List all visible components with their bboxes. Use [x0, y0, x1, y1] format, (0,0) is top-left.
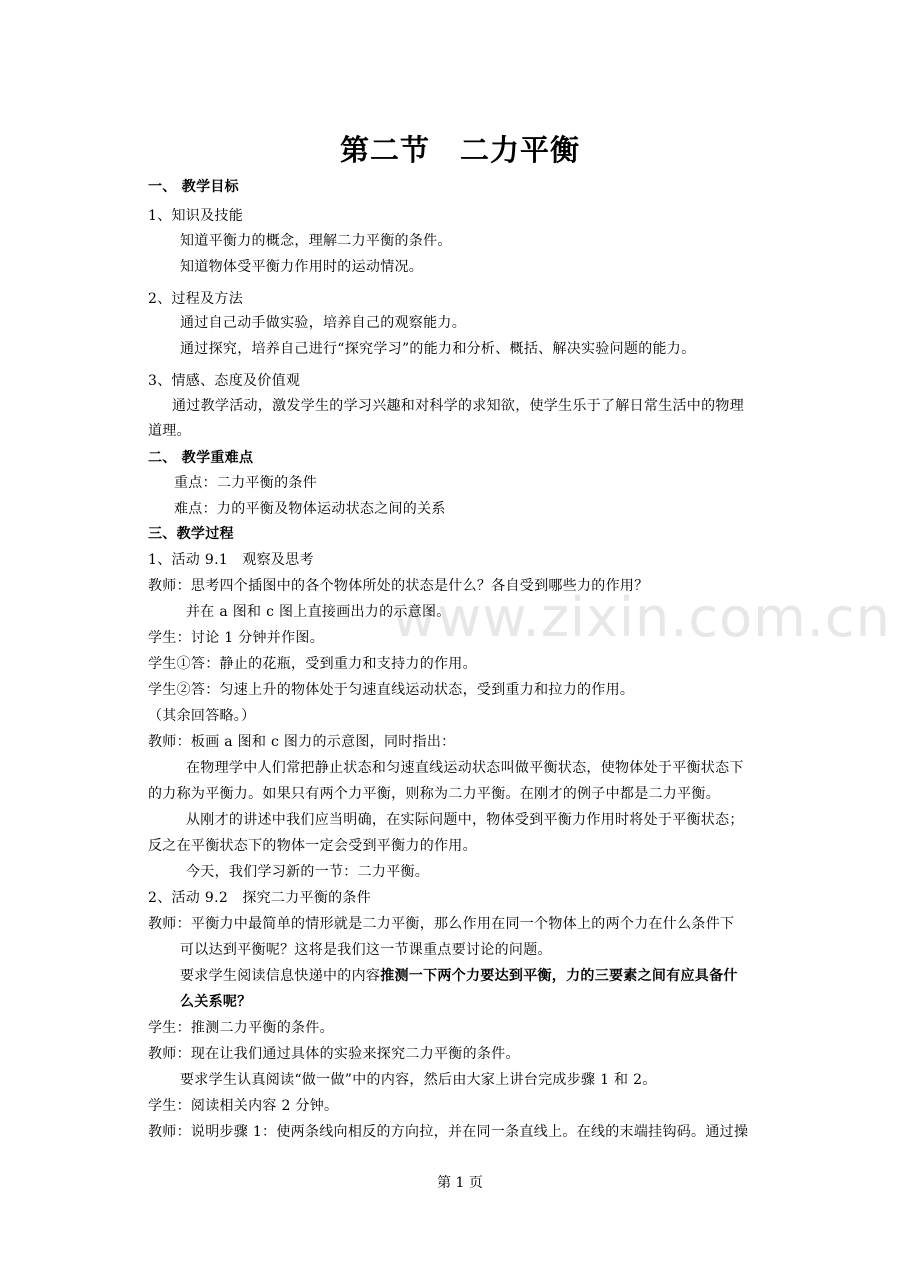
- text-line: 通过教学活动，激发学生的学习兴趣和对科学的求知欲，使学生乐于了解日常生活中的物理: [172, 398, 744, 414]
- text-line: 今天，我们学习新的一节：二力平衡。: [186, 864, 430, 880]
- text-line: 教师：平衡力中最简单的情形就是二力平衡，那么作用在同一个物体上的两个力在什么条件下: [148, 916, 735, 932]
- text-line: 教师：板画 a 图和 c 图力的示意图，同时指出：: [148, 734, 456, 750]
- text-line: 教师：思考四个插图中的各个物体所处的状态是什么？各自受到哪些力的作用？: [148, 578, 649, 594]
- text-line: 知道平衡力的概念，理解二力平衡的条件。: [180, 233, 452, 249]
- text-line: 教师：说明步骤 1：使两条线向相反的方向拉，并在同一条直线上。在线的末端挂钩码。通过操: [148, 1124, 749, 1140]
- page-title: 第二节 二力平衡: [339, 133, 580, 167]
- text-line: 反之在平衡状态下的物体一定会受到平衡力的作用。: [148, 838, 477, 854]
- text-line: 道理。: [148, 423, 191, 439]
- text-line: 学生：讨论 1 分钟并作图。: [148, 630, 325, 646]
- page-number: 第 1 页: [437, 1175, 483, 1191]
- text-line: [180, 967, 738, 985]
- text-line: 通过探究，培养自己进行“探究学习”的能力和分析、概括、解决实验问题的能力。: [180, 341, 696, 357]
- subsection-heading: 1、知识及技能: [148, 208, 244, 224]
- emphasis-text: 么关系呢？: [180, 994, 252, 1010]
- subsection-heading: 3、情感、态度及价值观: [148, 373, 301, 389]
- text-line: 教师：现在让我们通过具体的实验来探究二力平衡的条件。: [148, 1046, 520, 1062]
- section-heading: 一、 教学目标: [148, 179, 239, 195]
- watermark: www.zixin.com.cn: [392, 586, 891, 649]
- subsection-heading: 2、过程及方法: [148, 291, 244, 307]
- subsection-heading: 1、活动 9.1 观察及思考: [148, 552, 314, 568]
- section-heading: 二、 教学重难点: [148, 450, 254, 466]
- text-line: 的力称为平衡力。如果只有两个力平衡，则称为二力平衡。在刚才的例子中都是二力平衡。: [148, 786, 720, 802]
- text-line: 从刚才的讲述中我们应当明确，在实际问题中，物体受到平衡力作用时将处于平衡状态；: [186, 812, 744, 828]
- text-line: 难点：力的平衡及物体运动状态之间的关系: [174, 501, 446, 517]
- emphasis-text: 推测一下两个力要达到平衡，力的三要素之间有应具备什: [380, 968, 738, 984]
- text-line: 通过自己动手做实验，培养自己的观察能力。: [180, 315, 466, 331]
- section-heading: 三、教学过程: [148, 526, 234, 542]
- text-line: 重点：二力平衡的条件: [174, 475, 317, 491]
- text-line: 在物理学中人们常把静止状态和匀速直线运动状态叫做平衡状态，使物体处于平衡状态下: [186, 760, 744, 776]
- text-line: （其余回答略。）: [148, 708, 256, 724]
- text-line: 要求学生认真阅读“做一做”中的内容，然后由大家上讲台完成步骤 1 和 2。: [180, 1072, 657, 1088]
- subsection-heading: 2、活动 9.2 探究二力平衡的条件: [148, 890, 372, 906]
- text-line: 学生②答：匀速上升的物体处于匀速直线运动状态，受到重力和拉力的作用。: [148, 682, 635, 698]
- text-line: 并在 a 图和 c 图上直接画出力的示意图。: [186, 604, 451, 620]
- text-line: 可以达到平衡呢？这将是我们这一节课重点要讨论的问题。: [180, 942, 552, 958]
- text-line: 学生①答：静止的花瓶，受到重力和支持力的作用。: [148, 656, 477, 672]
- text-line: 学生：推测二力平衡的条件。: [148, 1020, 334, 1036]
- text-line: 知道物体受平衡力作用时的运动情况。: [180, 259, 424, 275]
- text-span: 要求学生阅读信息快递中的内容: [180, 968, 381, 984]
- text-line: 学生：阅读相关内容 2 分钟。: [148, 1098, 339, 1114]
